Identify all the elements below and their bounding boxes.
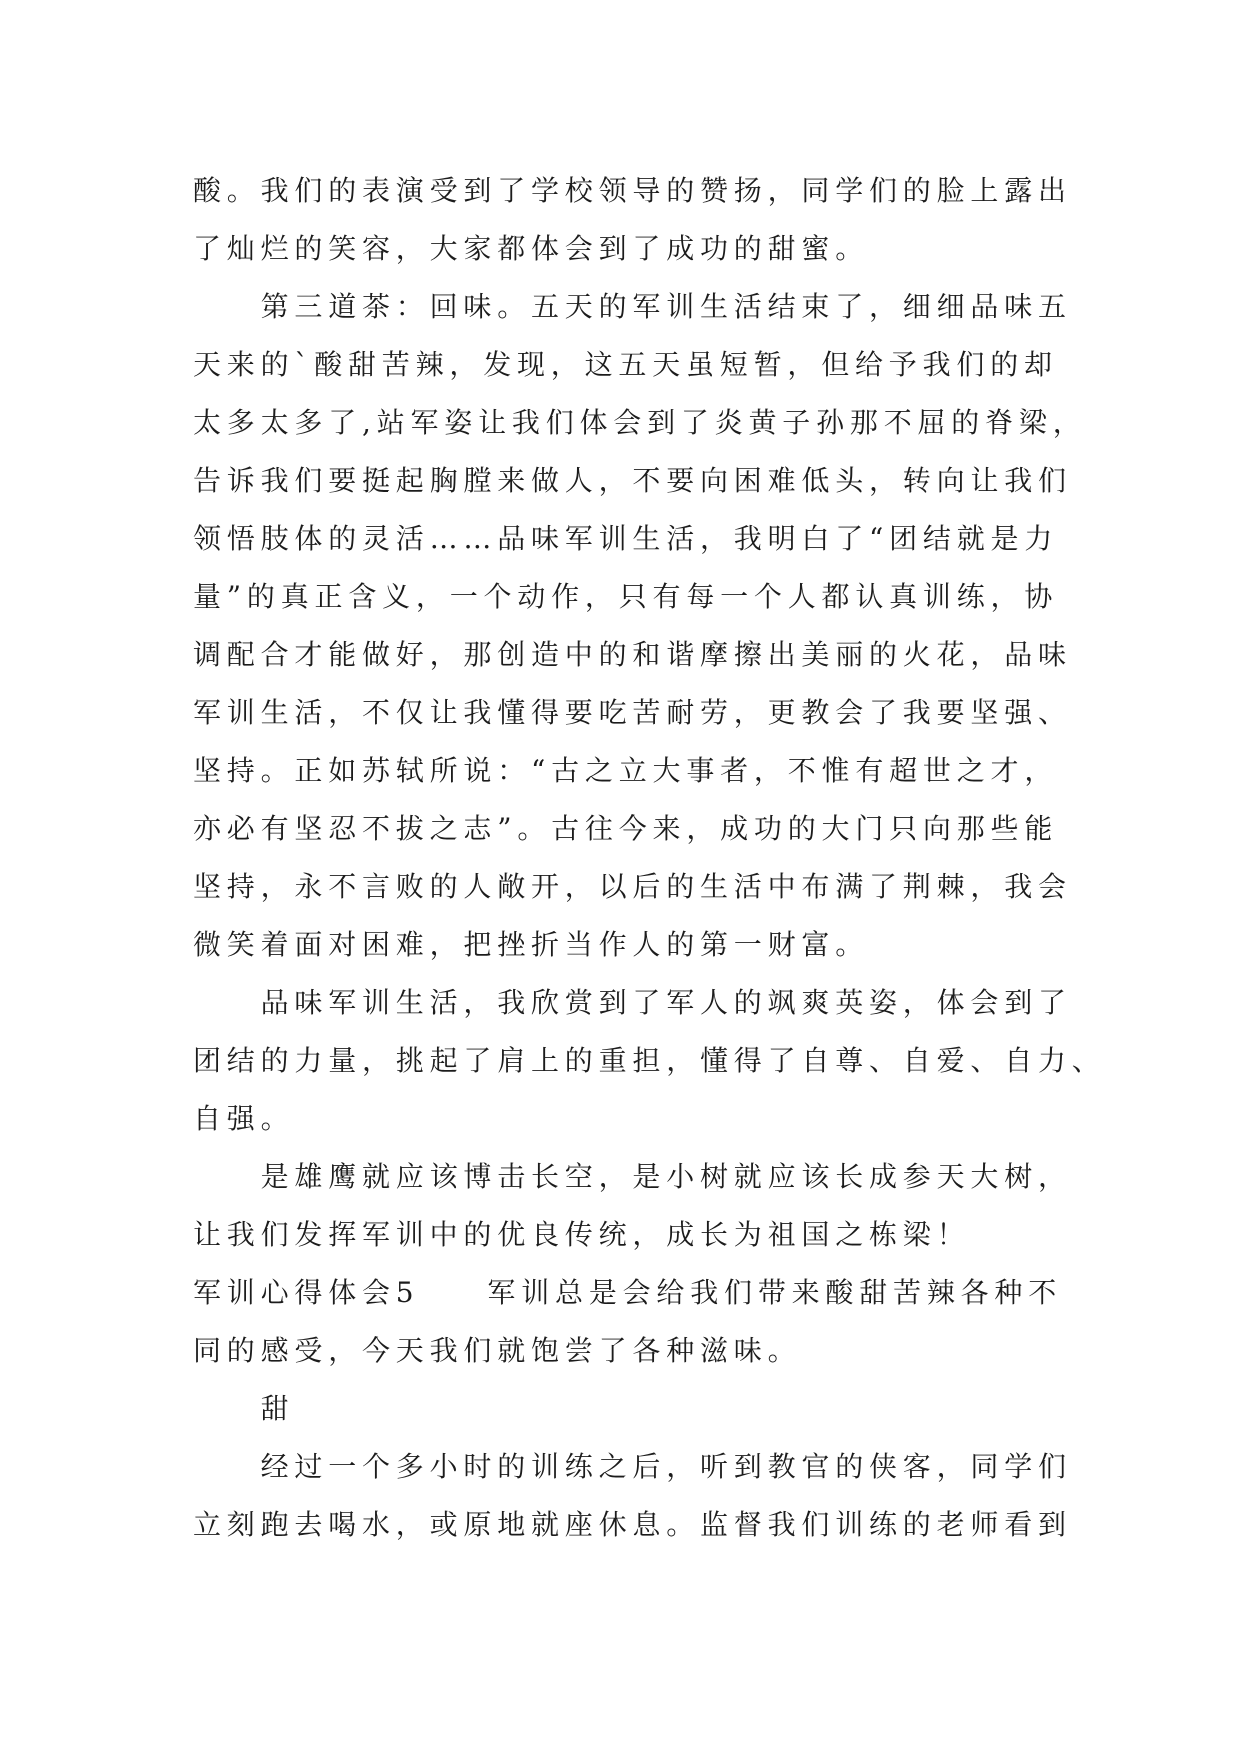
document-body [193,162,1153,1554]
paragraph [193,162,1153,278]
text-line: 团结的力量，挑起了肩上的重担，懂得了自尊、自爱、自力、 [193,1044,1106,1077]
text-line: 调配合才能做好，那创造中的和谐摩擦出美丽的火花，品味 [193,638,1072,671]
text-line: 第三道茶：回味。五天的军训生活结束了，细细品味五 [260,290,1072,323]
text-line: 了灿烂的笑容，大家都体会到了成功的甜蜜。 [193,232,870,265]
text-line: 坚持。正如苏轼所说：“古之立大事者，不惟有超世之才， [193,754,1059,787]
text-line: 告诉我们要挺起胸膛来做人，不要向困难低头，转向让我们 [193,464,1072,497]
text-line [193,1264,1153,1322]
text-line: 天来的`酸甜苦辣，发现，这五天虽短暂，但给予我们的却 [193,348,1058,381]
paragraph [193,1380,1153,1438]
text-line: 品味军训生活，我欣赏到了军人的飒爽英姿，体会到了 [260,986,1072,1019]
section-title: 军训心得体会5 [193,1276,420,1309]
text-line: 太多太多了,站军姿让我们体会到了炎黄子孙那不屈的脊梁， [193,406,1087,439]
text-line: 领悟肢体的灵活……品味军训生活，我明白了“团结就是力 [193,522,1059,555]
paragraph [193,1438,1153,1554]
text-line: 坚持，永不言败的人敞开，以后的生活中布满了荆棘，我会 [193,870,1072,903]
text-line: 让我们发挥军训中的优良传统，成长为祖国之栋梁！ [193,1218,971,1251]
text-line: 经过一个多小时的训练之后，听到教官的侠客，同学们 [260,1450,1072,1483]
text-line: 微笑着面对困难，把挫折当作人的第一财富。 [193,928,870,961]
text-line: 量”的真正含义，一个动作，只有每一个人都认真训练，协 [193,580,1059,613]
text-line: 军训生活，不仅让我懂得要吃苦耐劳，更教会了我要坚强、 [193,696,1072,729]
text-line: 同的感受，今天我们就饱尝了各种滋味。 [193,1334,802,1367]
paragraph [193,278,1153,974]
text-line: 立刻跑去喝水，或原地就座休息。监督我们训练的老师看到 [193,1508,1072,1541]
text-line: 亦必有坚忍不拔之志”。古往今来，成功的大门只向那些能 [193,812,1059,845]
paragraph [193,1264,1153,1380]
paragraph [193,974,1153,1148]
paragraph [193,1148,1153,1264]
text-line: 酸。我们的表演受到了学校领导的赞扬，同学们的脸上露出 [193,174,1072,207]
text-line: 是雄鹰就应该博击长空，是小树就应该长成参天大树， [260,1160,1072,1193]
text-run: 军训总是会给我们带来酸甜苦辣各种不 [487,1276,1063,1309]
subheading: 甜 [260,1392,295,1425]
text-line: 自强。 [193,1102,295,1135]
